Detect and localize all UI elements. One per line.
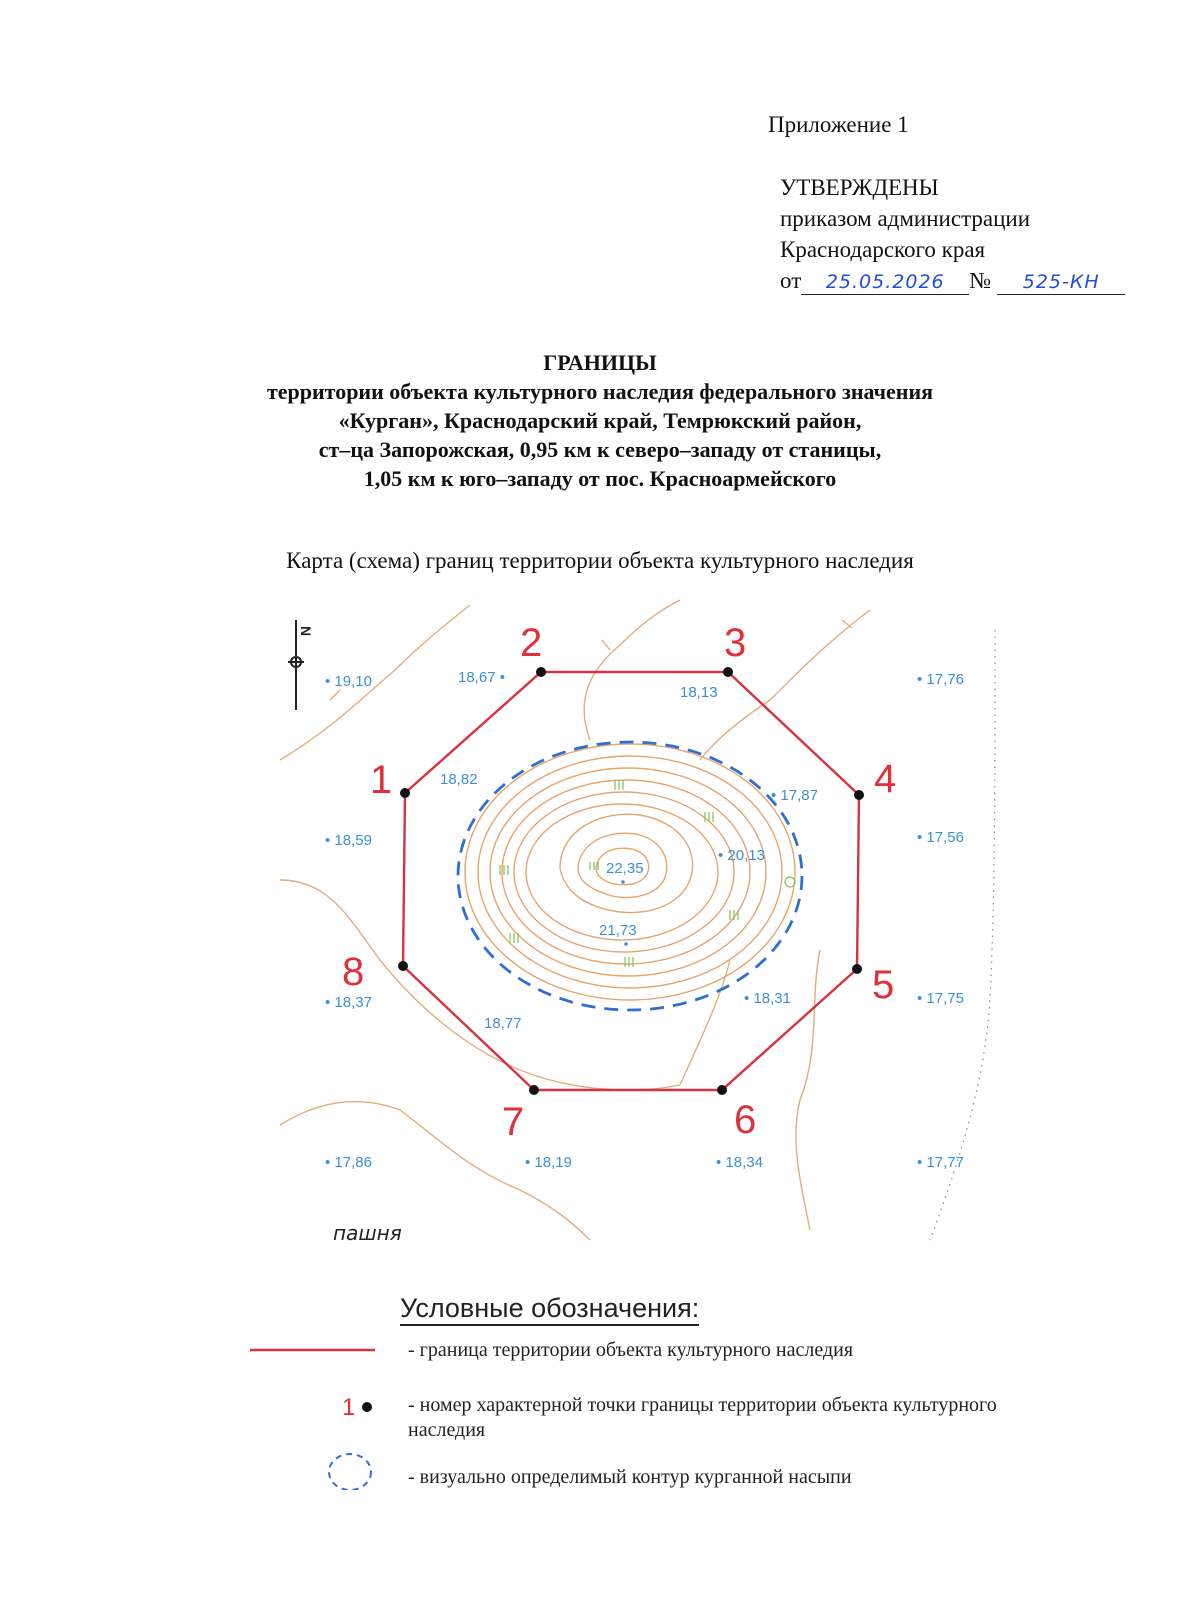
date-prefix: от [780, 268, 802, 293]
elevation-mark: • 17,75 [917, 990, 964, 1007]
elevation-mark: 21,73 [599, 922, 637, 939]
elevation-mark: • 18,31 [744, 990, 791, 1007]
elevation-mark: 18,13 [680, 684, 718, 701]
point-label-8: 8 [342, 950, 365, 994]
legend-item-mound: - визуально определимый контур курганной насыпи [408, 1466, 852, 1488]
land-use-label: пашня [333, 1221, 402, 1245]
point-label-2: 2 [520, 621, 543, 665]
title-line-4: ст–ца Запорожская, 0,95 км к северо–западу от станицы, [318, 437, 882, 462]
approval-date-line [780, 265, 1125, 296]
point-label-1: 1 [370, 758, 393, 802]
elevation-mark: 18,77 [484, 1015, 522, 1032]
number-prefix: № [969, 268, 992, 293]
title-line-5: 1,05 км к юго–западу от пос. Красноармейского [363, 466, 837, 491]
point-label-6: 6 [734, 1098, 757, 1142]
elevation-mark: 18,82 [440, 771, 478, 788]
elevation-mark: • 17,86 [325, 1154, 372, 1171]
elevation-mark: • 17,56 [917, 829, 964, 846]
elevation-mark: • 20,13 [718, 847, 765, 864]
elevation-mark: • 17,77 [917, 1154, 964, 1171]
boundary-line [403, 672, 859, 1090]
elevation-mark: • 17,76 [917, 671, 964, 688]
legend-point-number-icon: 1 [342, 1394, 356, 1421]
boundary-map [0, 590, 1200, 1270]
number-value: 525-КН [1022, 271, 1100, 293]
elevation-mark: 22,35 [606, 860, 644, 877]
elevation-point [621, 880, 625, 884]
approval-block [780, 172, 1125, 296]
point-label-4: 4 [874, 757, 897, 801]
boundary-point-5 [852, 964, 862, 974]
approved-by-line2: Краснодарского края [780, 237, 986, 262]
date-field [801, 269, 969, 295]
elevation-mark: • 18,34 [716, 1154, 763, 1171]
legend-mound-outline-icon [329, 1454, 371, 1490]
legend-point-dot-icon [362, 1402, 372, 1412]
boundary-point-1 [400, 788, 410, 798]
point-label-5: 5 [872, 963, 895, 1007]
boundary-point-8 [398, 961, 408, 971]
legend-item-boundary: - граница территории объекта культурного наследия [408, 1339, 854, 1361]
elevation-mark: • 18,59 [325, 832, 372, 849]
appendix-label: Приложение 1 [768, 112, 909, 137]
number-field [997, 269, 1125, 295]
document-title [0, 348, 1200, 493]
north-label: N [298, 626, 314, 637]
legend-item-point: - номер характерной точки границы территории объекта культурного наследия [408, 1394, 997, 1441]
boundary-point-4 [854, 790, 864, 800]
map-caption: Карта (схема) границ территории объекта культурного наследия [286, 548, 914, 573]
legend-symbols [240, 1340, 380, 1490]
elevation-mark: • 18,37 [325, 994, 372, 1011]
legend-title: Условные обозначения: [400, 1292, 699, 1326]
terrain-contours [280, 600, 870, 1240]
boundary-point-6 [717, 1085, 727, 1095]
elevation-mark: • 18,19 [525, 1154, 572, 1171]
road-edge [930, 630, 995, 1240]
elevation-point [624, 942, 628, 946]
approved-by-line1: приказом администрации [780, 206, 1031, 231]
boundary-point-3 [723, 667, 733, 677]
boundary-point-2 [536, 667, 546, 677]
point-label-7: 7 [502, 1100, 525, 1144]
point-label-3: 3 [724, 621, 747, 665]
elevation-mark: • 17,87 [771, 787, 818, 804]
title-line-2: территории объекта культурного наследия федерального значения [266, 379, 934, 404]
title-line-3: «Курган», Краснодарский край, Темрюкский район, [338, 408, 862, 433]
boundary-point-7 [529, 1085, 539, 1095]
elevation-mark: • 19,10 [325, 673, 372, 690]
title-line-1: ГРАНИЦЫ [543, 350, 657, 375]
date-value: 25.05.2026 [825, 271, 945, 293]
approved-heading: УТВЕРЖДЕНЫ [780, 175, 939, 200]
elevation-mark: 18,67 • [458, 669, 505, 686]
